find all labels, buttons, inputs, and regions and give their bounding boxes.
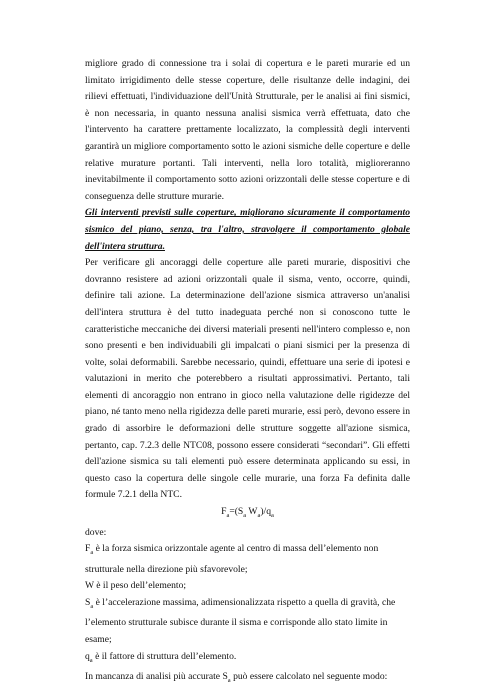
formula-mid2: )/q: [260, 506, 272, 518]
emphasis-statement: Gli interventi previsti sulle coperture, migliorano sicuramente il comportamento sismico del piano, senza, tra l'altro, stravolgere il comportamento globale dell'intera struttura.: [85, 207, 410, 252]
definition-fa-sub: a: [90, 549, 94, 557]
definition-sa-sub: a: [90, 602, 94, 610]
formula-w: W: [246, 506, 258, 518]
definition-sa-symbol: S: [85, 596, 91, 608]
formula-mid1: =(S: [229, 506, 244, 518]
text-block: [85, 56, 410, 690]
definition-qa-text: è il fattore di struttura dell’elemento.: [92, 650, 237, 662]
formula-f-sub: a: [226, 511, 230, 519]
definition-qa-symbol: q: [85, 650, 90, 662]
closing-line-pre: In mancanza di analisi più accurate S: [85, 671, 228, 682]
paragraph-intro: migliore grado di connessione tra i solai di copertura e le pareti murarie ed un limitato irrigidimento delle stesse coperture, delle risultanze delle indagini, dei rilievi effettuati, l'individuazione dell'Unità Strutturale, per le analisi ai fini sismici, è non necessaria, in quanto nessuna analisi sismica verrà effettuata, dato che l'intervento ha carattere prettamente localizzato, la complessità degli interventi garantirà un migliore comportamento sotto le azioni sismiche delle coperture e delle relative murature portanti. Tali interventi, nella loro totalità, miglioreranno inevitabilmente il comportamento sotto azioni orizzontali delle stesse coperture e di conseguenza delle strutture murarie.: [85, 58, 410, 202]
paragraph-anchorage: Per verificare gli ancoraggi delle coperture alle pareti murarie, dispositivi che dovranno resistere ad azioni orizzontali quale il sisma, vento, occorre, quindi, definire tali azione. La determinazione dell'azione sismica attraverso un'analisi dell'intera struttura è del tutto inadeguata perché non si conoscono tutte le caratteristiche meccaniche dei diversi materiali presenti nell'intero complesso e, non sono presenti e ben individuabili gli impalcati o piani sismici per la presenza di volte, solai deformabili. Sarebbe necessario, quindi, effettuare una serie di ipotesi e valutazioni in merito che poterebbero a risultati approssimativi. Pertanto, tali elementi di ancoraggio non entrano in gioco nella valutazione delle rigidezze del piano, né tanto meno nella rigidezza delle pareti murarie, essi però, devono essere in grado di assorbire le deformazioni delle strutture soggette all'azione sismica, pertanto, cap. 7.2.3 delle NTC08, possono essere considerati “secondari”. Gli effetti dell'azione sismica su tali elementi può essere determinata applicando su essi, in questo caso la copertura delle singole celle murarie, una forza Fa definita dalle formule 7.2.1 della NTC.: [85, 257, 410, 501]
formula-q-sub: a: [271, 511, 274, 519]
definition-sa: [85, 595, 410, 649]
formula-fa: [85, 504, 410, 525]
definition-qa: [85, 649, 410, 670]
closing-line-post: può essere calcolato nel seguente modo:: [230, 671, 388, 682]
formula-w-sub: a: [257, 511, 261, 519]
definition-fa-symbol: F: [85, 543, 91, 555]
dove-label: dove:: [85, 526, 107, 538]
definition-fa: [85, 541, 410, 578]
closing-line-sub: a: [227, 676, 231, 684]
formula-f: F: [221, 506, 227, 518]
formula-s-sub: a: [243, 511, 247, 519]
definition-qa-sub: a: [89, 656, 93, 664]
definition-w: W è il peso dell’elemento;: [85, 580, 187, 592]
definition-fa-text: è la forza sismica orizzontale agente al centro di massa dell’elemento non strutturale nella direzione più sfavorevole;: [85, 543, 379, 575]
closing-line: [85, 669, 410, 690]
definition-sa-text: è l’accelerazione massima, adimensionalizzata rispetto a quella di gravità, che l’elemento strutturale subisce durante il sisma e corrisponde allo stato limite in esame;: [85, 596, 396, 645]
